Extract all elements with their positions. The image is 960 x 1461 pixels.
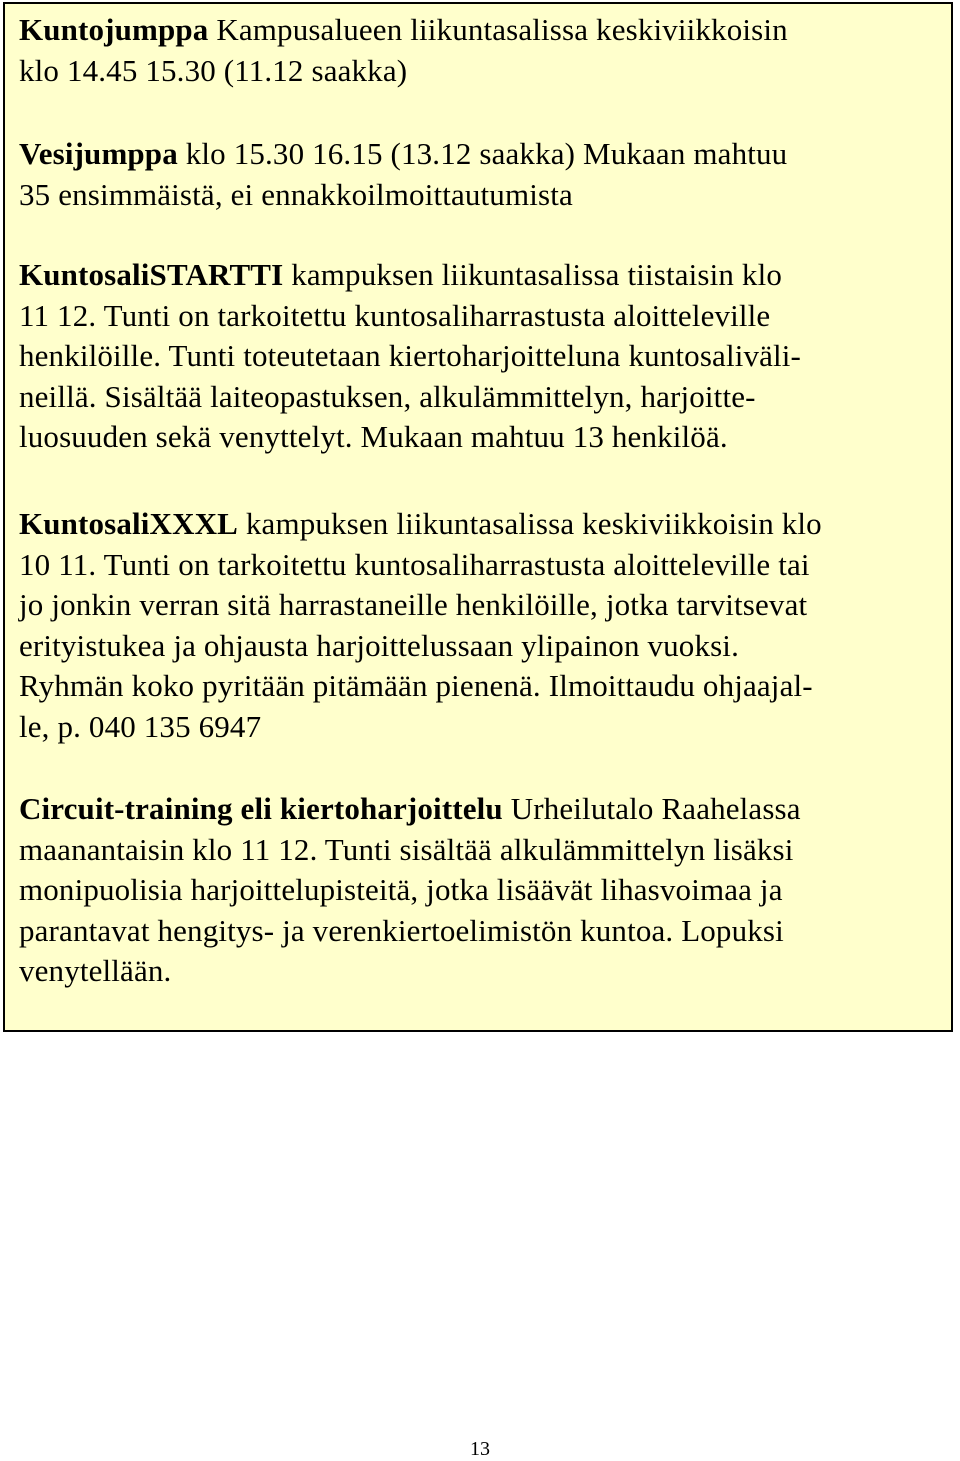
section-line: 11 12. Tunti on tarkoitettu kuntosaliharrastusta aloitteleville <box>19 297 771 333</box>
section-heading: Circuit-training eli kiertoharjoittelu <box>19 791 503 826</box>
section-line: erityistukea ja ohjausta harjoittelussaan ylipainon vuoksi. <box>19 627 739 663</box>
section-line: KuntosaliXXXL kampuksen liikuntasalissa keskiviikkoisin klo <box>19 506 822 541</box>
section-line: monipuolisia harjoittelupisteitä, jotka lisäävät lihasvoimaa ja <box>19 872 783 907</box>
section-line: Vesijumppa klo 15.30 16.15 (13.12 saakka) Mukaan mahtuu <box>19 136 788 171</box>
section-heading: Kuntojumppa <box>19 12 209 47</box>
section-heading: Vesijumppa <box>19 136 178 171</box>
section-kuntojumppa <box>19 10 944 91</box>
page-number: 13 <box>470 1438 490 1460</box>
section-line: neillä. Sisältää laiteopastuksen, alkulämmittelyn, harjoitte- <box>19 378 756 414</box>
section-kuntosali-xxxl <box>19 504 944 747</box>
section-vesijumppa <box>19 134 944 215</box>
section-line: Ryhmän koko pyritään pitämään pienenä. Ilmoittaudu ohjaajal- <box>19 668 813 703</box>
section-line: KuntosaliSTARTTI kampuksen liikuntasalissa tiistaisin klo <box>19 257 782 292</box>
section-line: maanantaisin klo 11 12. Tunti sisältää alkulämmittelyn lisäksi <box>19 831 794 867</box>
section-circuit-training <box>19 789 944 992</box>
section-kuntosali-startti <box>19 255 944 458</box>
section-line: parantavat hengitys- ja verenkiertoelimistön kuntoa. Lopuksi <box>19 912 784 948</box>
section-line: jo jonkin verran sitä harrastaneille henkilöille, jotka tarvitsevat <box>19 587 808 622</box>
section-line: le, p. 040 135 6947 <box>19 708 262 744</box>
section-line: 35 ensimmäistä, ei ennakkoilmoittautumista <box>19 176 573 212</box>
section-line: Circuit-training eli kiertoharjoittelu Urheilutalo Raahelassa <box>19 791 801 826</box>
section-line: venytellään. <box>19 953 172 988</box>
section-line: Kuntojumppa Kampusalueen liikuntasalissa keskiviikkoisin <box>19 12 788 47</box>
section-line: henkilöille. Tunti toteutetaan kiertoharjoitteluna kuntosaliväli- <box>19 338 802 373</box>
section-line: luosuuden sekä venyttelyt. Mukaan mahtuu 13 henkilöä. <box>19 419 728 454</box>
section-heading: KuntosaliXXXL <box>19 506 238 541</box>
section-heading: KuntosaliSTARTTI <box>19 257 284 292</box>
section-line: 10 11. Tunti on tarkoitettu kuntosaliharrastusta aloitteleville tai <box>19 546 810 582</box>
section-line: klo 14.45 15.30 (11.12 saakka) <box>19 52 408 88</box>
